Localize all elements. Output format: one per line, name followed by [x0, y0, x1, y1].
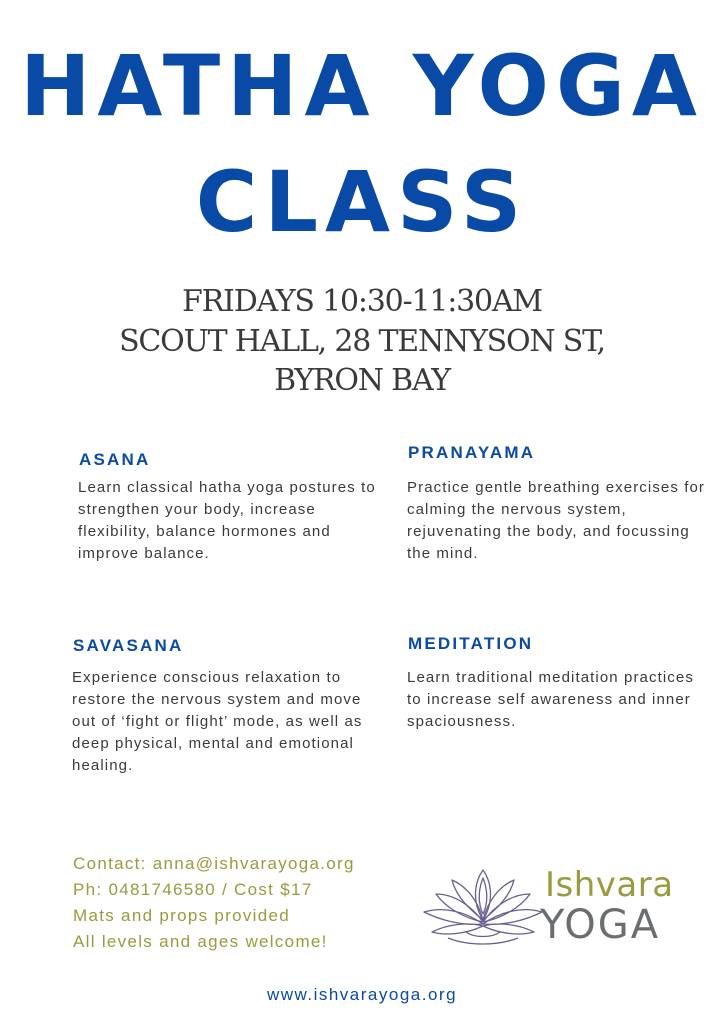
pranayama-description: Practice gentle breathing exercises for calming the nervous system, rejuvenating the body, and focussing the mind.: [407, 479, 706, 562]
mats-note: Mats and props provided: [73, 906, 291, 925]
pranayama-heading: PRANAYAMA: [408, 443, 536, 462]
brand-name-ishvara: Ishvara: [545, 865, 674, 905]
contact-email: Contact: anna@ishvarayoga.org: [73, 854, 355, 873]
meditation-heading: MEDITATION: [408, 634, 534, 653]
page-title-line-1: HATHA YOGA: [20, 37, 704, 135]
meditation-description: Learn traditional meditation practices to increase self awareness and inner spaciousness.: [407, 669, 694, 730]
brand-name-yoga: YOGA: [540, 902, 661, 948]
venue-line: SCOUT HALL, 28 TENNYSON ST,: [119, 324, 605, 359]
page-title-line-2: CLASS: [195, 153, 529, 251]
lotus-icon: [418, 862, 548, 950]
website-link[interactable]: www.ishvarayoga.org: [266, 985, 458, 1004]
contact-phone-cost: Ph: 0481746580 / Cost $17: [73, 880, 313, 899]
asana-heading: ASANA: [79, 450, 151, 469]
savasana-description: Experience conscious relaxation to restore the nervous system and move out of ‘fight or flight’ mode, as well as deep physical, mental and emotional healing.: [72, 669, 363, 774]
levels-note: All levels and ages welcome!: [73, 932, 328, 951]
town-line: BYRON BAY: [274, 363, 450, 398]
schedule-line: FRIDAYS 10:30-11:30AM: [182, 284, 542, 319]
asana-description: Learn classical hatha yoga postures to strengthen your body, increase flexibility, balance hormones and improve balance.: [78, 479, 376, 562]
savasana-heading: SAVASANA: [73, 636, 184, 655]
